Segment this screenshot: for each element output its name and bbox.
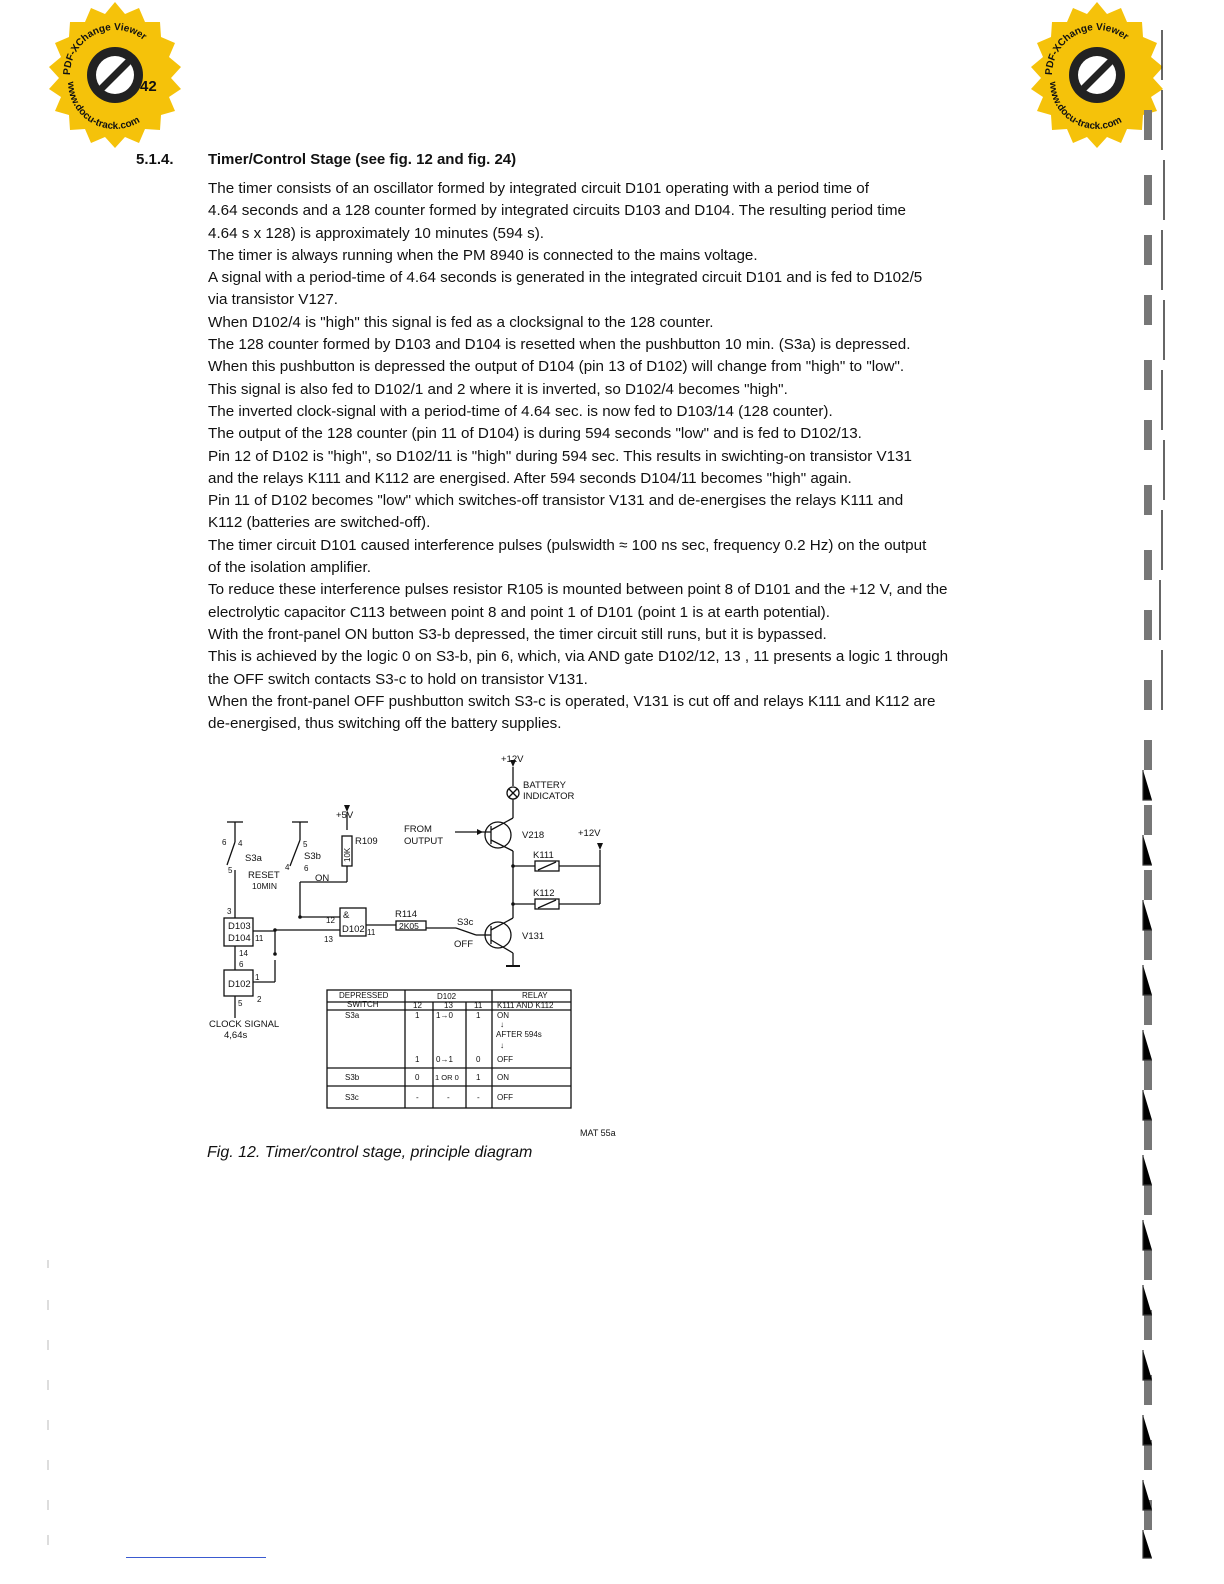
table-cell: 1→0 — [436, 1011, 453, 1020]
text-line: The timer circuit D101 caused interference pulses (pulswidth ≈ 100 ns sec, frequency 0.2 Hz) on the output — [208, 536, 927, 554]
text-line: The timer consists of an oscillator formed by integrated circuit D101 operating with a period time of — [208, 180, 869, 197]
seal-text-bottom: www.docu-track.com — [1046, 81, 1124, 133]
pin-label: 11 — [367, 928, 376, 937]
table-cell: 0→1 — [436, 1055, 453, 1064]
down-arrow: ↓ — [500, 1041, 504, 1050]
label-d103: D103 — [228, 921, 251, 932]
table-cell: S3b — [345, 1073, 360, 1082]
seal-text-bottom: www.docu-track.com — [64, 81, 142, 133]
table-header-relay: RELAY — [522, 991, 548, 1000]
table-cell: S3a — [345, 1011, 360, 1020]
text-line: via transistor V127. — [208, 291, 338, 309]
figure-code: MAT 55a — [580, 1128, 616, 1138]
pin-label: 6 — [239, 960, 244, 969]
label-plus12v-right: +12V — [578, 828, 601, 839]
label-reset: RESET — [248, 870, 280, 881]
table-header-switch: SWITCH — [347, 1000, 379, 1009]
label-plus5v: +5V — [336, 810, 354, 821]
text-line: When the front-panel OFF pushbutton switch S3-c is operated, V131 is cut off and relays K111 and K112 are — [208, 692, 936, 710]
table-header-pin: 12 — [413, 1001, 422, 1010]
label-10min: 10MIN — [252, 881, 278, 891]
text-line: When this pushbutton is depressed the output of D104 (pin 13 of D102) will change from "high" to "low". — [208, 358, 905, 376]
text-line: When D102/4 is "high" this signal is fed as a clocksignal to the 128 counter. — [208, 313, 714, 331]
label-k112: K112 — [533, 888, 555, 899]
down-arrow: ↓ — [500, 1020, 504, 1029]
text-line: This is achieved by the logic 0 on S3-b, pin 6, which, via AND gate D102/12, 13 , 11 presents a logic 1 through — [208, 648, 949, 666]
text-line: electrolytic capacitor C113 between point 8 and point 1 of D101 (point 1 is at earth potential). — [208, 603, 830, 621]
pin-label: 2 — [257, 995, 262, 1004]
pin-label: 14 — [239, 949, 248, 958]
label-r109-value: 10K — [343, 847, 352, 862]
table-cell: - — [447, 1093, 450, 1102]
label-from: FROM — [404, 824, 432, 835]
page-number: 42 — [140, 78, 157, 95]
label-s3a: S3a — [245, 853, 262, 864]
text-line: Pin 12 of D102 is "high", so D102/11 is "high" during 594 sec. This results in swichting-on transistor V131 — [208, 447, 912, 465]
label-and: & — [343, 910, 350, 921]
label-on: ON — [315, 873, 330, 884]
text-line: With the front-panel ON button S3-b depressed, the timer circuit still runs, but it is bypassed. — [208, 625, 827, 643]
label-v131: V131 — [522, 931, 545, 942]
circuit-diagram — [200, 750, 660, 1140]
text-line: K112 (batteries are switched-off). — [208, 514, 431, 532]
text-line: The output of the 128 counter (pin 11 of D104) is during 594 seconds "low" and is fed to D102/13. — [208, 425, 862, 443]
bottom-rule — [126, 1557, 266, 1558]
label-r109: R109 — [355, 836, 378, 847]
table-cell: 1 — [415, 1011, 420, 1020]
pin-label: 5 — [238, 999, 243, 1008]
table-cell: 1 OR 0 — [435, 1073, 459, 1082]
pin-label: 11 — [255, 934, 264, 943]
text-line: This signal is also fed to D102/1 and 2 where it is inverted, so D102/4 becomes "high". — [208, 380, 788, 398]
pin-label: 5 — [303, 840, 308, 849]
pin-label: 5 — [228, 866, 233, 875]
text-line: 4.64 s x 128) is approximately 10 minutes (594 s). — [208, 224, 544, 242]
pin-label: 6 — [222, 838, 227, 847]
pin-label: 12 — [326, 916, 335, 925]
pin-label: 3 — [227, 907, 232, 916]
text-line: 4.64 seconds and a 128 counter formed by integrated circuits D103 and D104. The resulting period time — [208, 202, 906, 220]
text-line: of the isolation amplifier. — [208, 559, 371, 577]
pin-label: 6 — [304, 864, 309, 873]
text-line: The timer is always running when the PM 8940 is connected to the mains voltage. — [208, 246, 758, 264]
section-title: Timer/Control Stage (see fig. 12 and fig. 24) — [208, 151, 517, 168]
label-indicator: INDICATOR — [523, 791, 575, 802]
table-cell: OFF — [497, 1055, 513, 1064]
text-line: de-energised, thus switching off the battery supplies. — [208, 715, 562, 733]
pin-label: 4 — [285, 863, 290, 872]
figure-caption: Fig. 12. Timer/control stage, principle diagram — [207, 1144, 533, 1161]
table-cell: ON — [497, 1011, 509, 1020]
table-cell: ON — [497, 1073, 509, 1082]
table-cell: 1 — [415, 1055, 420, 1064]
label-k111: K111 — [533, 850, 554, 861]
seal-text-top: PDF-XChange Viewer — [61, 21, 149, 76]
text-line: Pin 11 of D102 becomes "low" which switches-off transistor V131 and de-energises the relays K111 and — [208, 492, 904, 510]
table-cell: OFF — [497, 1093, 513, 1102]
pdf-xchange-badge-left[interactable] — [40, 0, 190, 150]
pin-label: 1 — [255, 973, 260, 982]
label-r114-value: 2K05 — [399, 921, 419, 931]
label-d104: D104 — [228, 933, 251, 944]
label-plus12v-top: +12V — [501, 754, 524, 765]
table-cell: AFTER 594s — [496, 1030, 542, 1039]
text-line: A signal with a period-time of 4.64 seconds is generated in the integrated circuit D101 and is fed to D102/5 — [208, 269, 923, 287]
label-off: OFF — [454, 939, 473, 950]
body-text — [208, 178, 1078, 735]
label-r114: R114 — [395, 909, 418, 920]
table-header-depressed: DEPRESSED — [339, 991, 389, 1000]
table-header-pin: 11 — [474, 1001, 483, 1010]
label-battery: BATTERY — [523, 780, 566, 791]
table-cell: - — [477, 1093, 480, 1102]
text-line: To reduce these interference pulses resistor R105 is mounted between point 8 of D101 and the +12 V, and the — [208, 581, 948, 599]
label-s3b: S3b — [304, 851, 321, 862]
table-cell: 0 — [476, 1055, 481, 1064]
label-v218: V218 — [522, 830, 545, 841]
pin-label: 4 — [238, 839, 243, 848]
label-clock-period: 4,64s — [224, 1030, 248, 1041]
text-line: The inverted clock-signal with a period-time of 4.64 sec. is now fed to D103/14 (128 counter). — [208, 402, 833, 420]
table-cell: - — [416, 1093, 419, 1102]
seal-text-top: PDF-XChange Viewer — [1043, 21, 1131, 76]
table-header-pin: 13 — [444, 1001, 453, 1010]
text-line: the OFF switch contacts S3-c to hold on transistor V131. — [208, 670, 588, 688]
label-output: OUTPUT — [404, 836, 444, 847]
binding-edge-marks — [1140, 30, 1170, 1570]
label-d102-gate: D102 — [342, 924, 365, 935]
table-header-d102: D102 — [437, 992, 457, 1001]
table-header-k111-k112: K111 AND K112 — [497, 1001, 554, 1010]
table-cell: 0 — [415, 1073, 420, 1082]
pin-label: 13 — [324, 935, 333, 944]
label-d102-lower: D102 — [228, 979, 251, 990]
section-number: 5.1.4. — [136, 151, 174, 168]
table-cell: 1 — [476, 1011, 481, 1020]
text-line: The 128 counter formed by D103 and D104 is resetted when the pushbutton 10 min. (S3a) is depressed. — [208, 336, 911, 354]
label-s3c: S3c — [457, 917, 474, 928]
scan-specks — [40, 1260, 60, 1550]
table-cell: S3c — [345, 1093, 359, 1102]
text-line: and the relays K111 and K112 are energised. After 594 seconds D104/11 becomes "high" again. — [208, 469, 852, 487]
table-cell: 1 — [476, 1073, 481, 1082]
label-clock: CLOCK SIGNAL — [209, 1019, 280, 1030]
